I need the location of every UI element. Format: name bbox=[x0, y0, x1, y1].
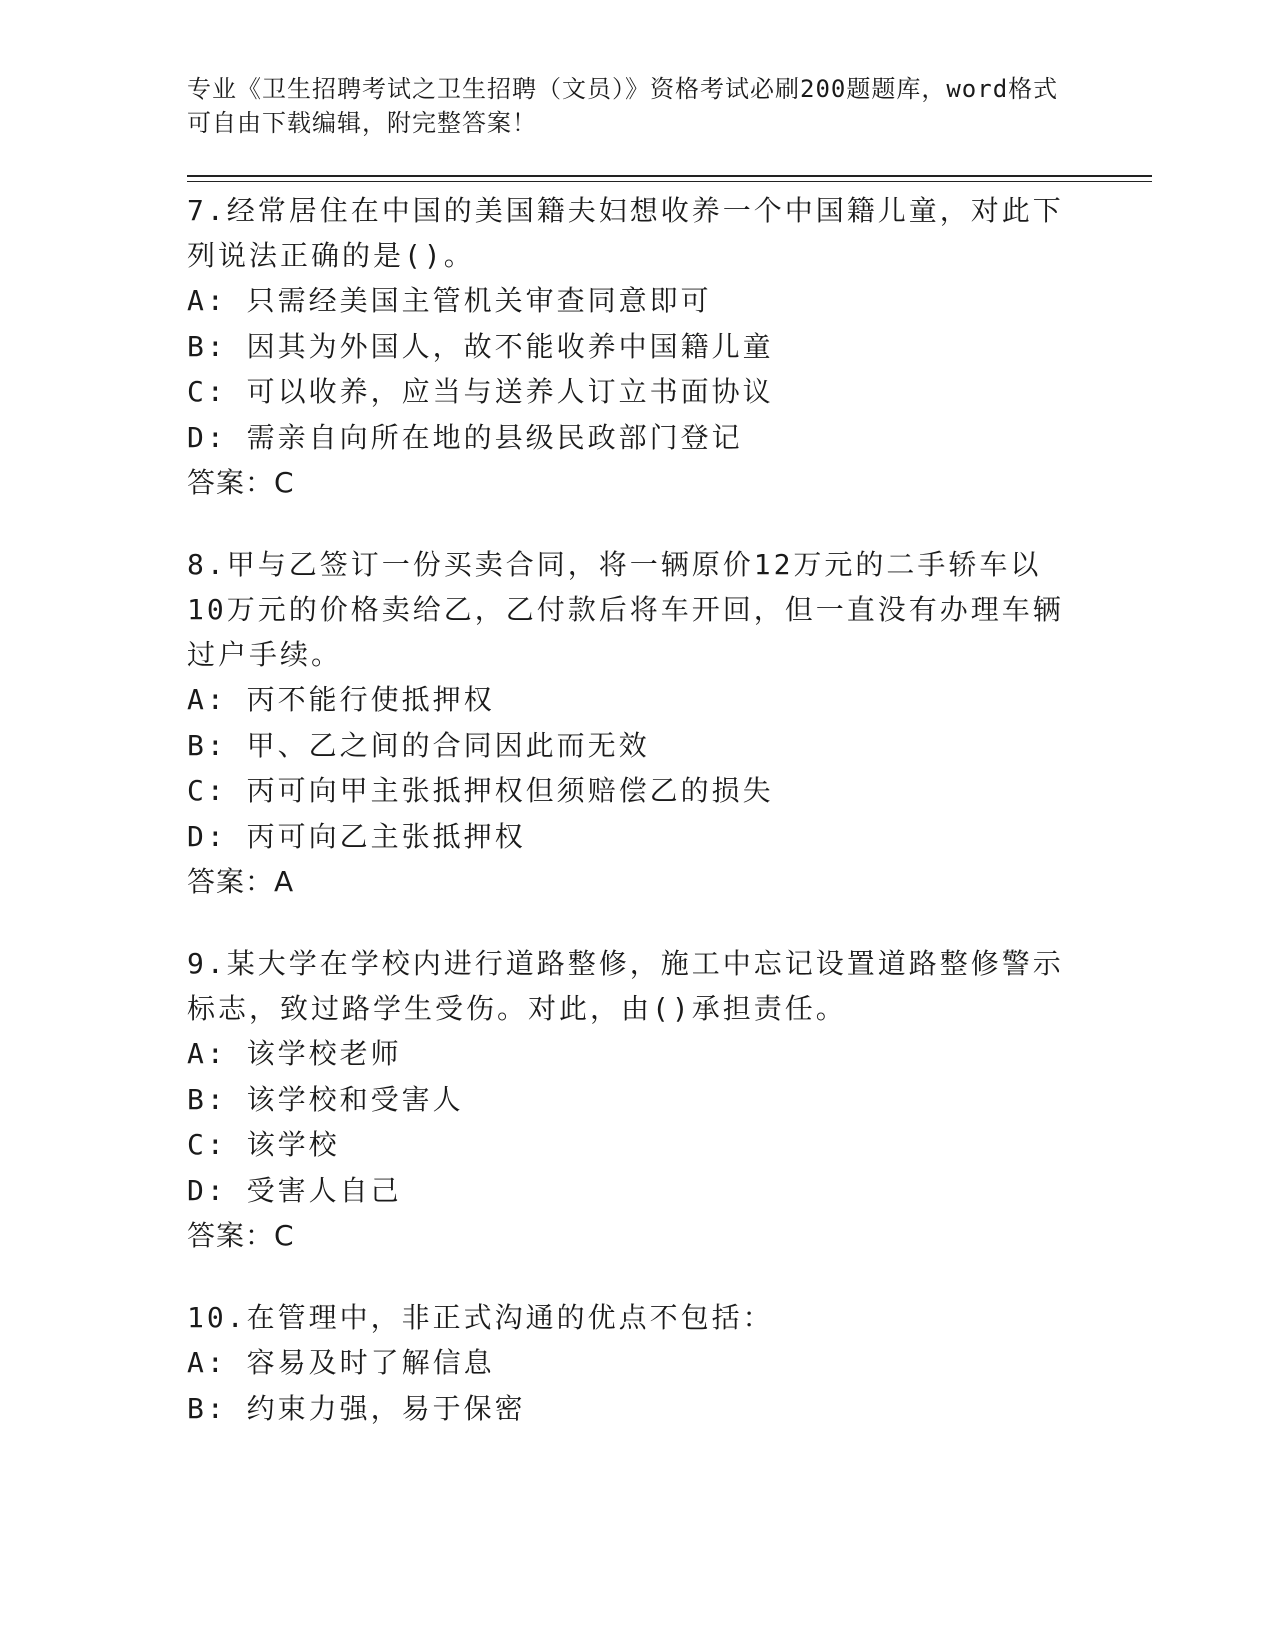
answer-line: 答案：C bbox=[187, 466, 295, 499]
option-b: B: 甲、乙之间的合同因此而无效 bbox=[187, 728, 650, 762]
header-divider-thick bbox=[187, 175, 1152, 177]
option-d: D: 丙可向乙主张抵押权 bbox=[187, 819, 526, 853]
option-b: B: 因其为外国人，故不能收养中国籍儿童 bbox=[187, 329, 774, 363]
question-stem: 8.甲与乙签订一份买卖合同，将一辆原价12万元的二手轿车以10万元的价格卖给乙，乙付款后将车开回，但一直没有办理车辆过户手续。 bbox=[187, 548, 1064, 671]
question-9 bbox=[187, 941, 1067, 1258]
header-divider-thin bbox=[187, 181, 1152, 182]
question-stem: 9.某大学在学校内进行道路整修，施工中忘记设置道路整修警示标志，致过路学生受伤。对此，由()承担责任。 bbox=[187, 947, 1064, 1025]
question-list bbox=[187, 188, 1067, 1468]
option-a: A: 容易及时了解信息 bbox=[187, 1346, 495, 1379]
question-stem: 7.经常居住在中国的美国籍夫妇想收养一个中国籍儿童，对此下列说法正确的是()。 bbox=[187, 194, 1064, 272]
option-c: C: 可以收养，应当与送养人订立书面协议 bbox=[187, 375, 774, 408]
option-a: A: 丙不能行使抵押权 bbox=[187, 683, 495, 716]
option-b: B: 该学校和受害人 bbox=[187, 1082, 464, 1116]
answer-line: 答案：A bbox=[187, 865, 295, 898]
question-10 bbox=[187, 1295, 1067, 1431]
question-8 bbox=[187, 542, 1067, 904]
answer-line: 答案：C bbox=[187, 1219, 295, 1252]
question-stem: 10.在管理中，非正式沟通的优点不包括： bbox=[187, 1301, 774, 1334]
question-7 bbox=[187, 188, 1067, 505]
option-c: C: 该学校 bbox=[187, 1128, 340, 1161]
option-a: A: 该学校老师 bbox=[187, 1037, 402, 1070]
document-header: 专业《卫生招聘考试之卫生招聘（文员）》资格考试必刷200题题库，word格式可自由下载编辑，附完整答案！ bbox=[187, 75, 1059, 137]
option-d: D: 受害人自己 bbox=[187, 1173, 402, 1207]
option-d: D: 需亲自向所在地的县级民政部门登记 bbox=[187, 420, 743, 454]
option-c: C: 丙可向甲主张抵押权但须赔偿乙的损失 bbox=[187, 774, 774, 807]
option-b: B: 约束力强，易于保密 bbox=[187, 1391, 526, 1425]
option-a: A: 只需经美国主管机关审查同意即可 bbox=[187, 284, 712, 317]
